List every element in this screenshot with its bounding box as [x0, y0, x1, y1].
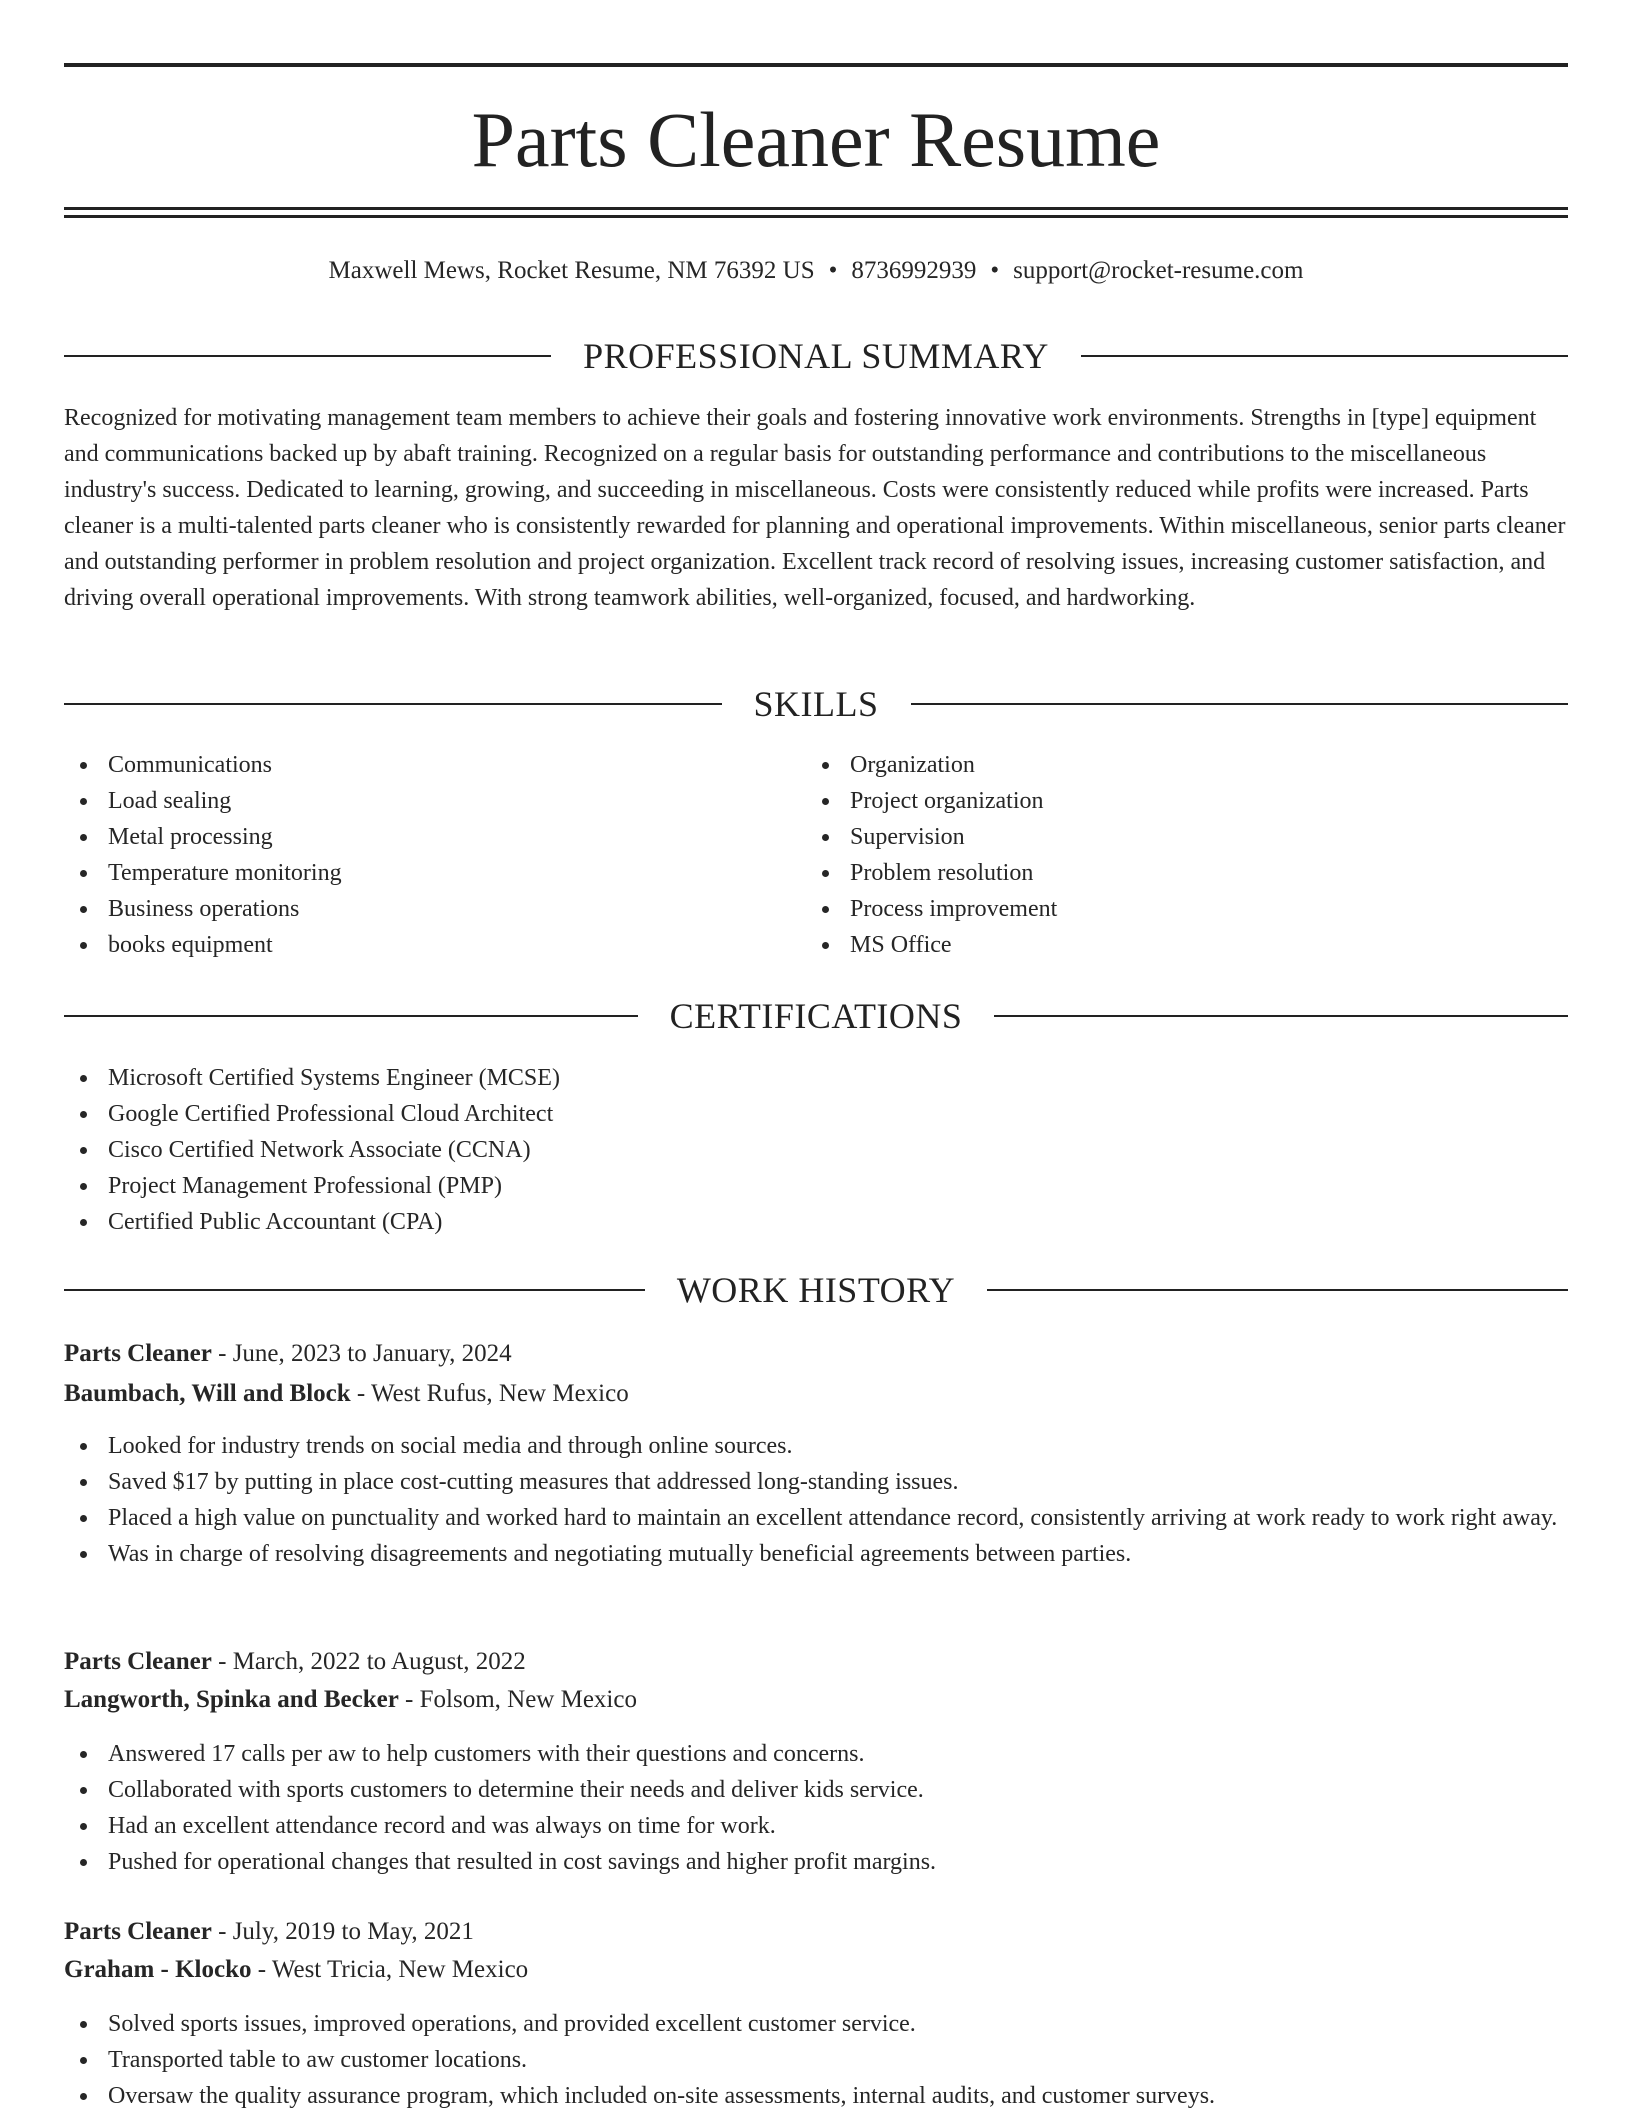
job-dash: - [211, 1648, 233, 1675]
skill-item: Temperature monitoring [64, 855, 764, 891]
job-company-line [64, 1376, 1568, 1412]
skill-item: Project organization [806, 783, 1506, 819]
section-rule-left [64, 355, 551, 357]
job-title-line [64, 1336, 1568, 1372]
contact-address: Maxwell Mews, Rocket Resume, NM 76392 US [328, 257, 815, 284]
job-bullets [64, 2006, 1568, 2114]
skill-item: Organization [806, 747, 1506, 783]
section-rule-right [911, 703, 1569, 705]
job-location: Folsom, New Mexico [419, 1686, 637, 1713]
certifications-section-header [64, 994, 1568, 1038]
job-location: West Tricia, New Mexico [271, 1956, 529, 1983]
section-rule-left [64, 1289, 645, 1291]
job-dash: - [398, 1686, 420, 1713]
job-bullet: Oversaw the quality assurance program, which included on-site assessments, internal audits, and customer surveys. [64, 2078, 1568, 2114]
certifications-heading: CERTIFICATIONS [669, 996, 963, 1036]
job-bullets [64, 1428, 1568, 1572]
work-history-section-header [64, 1268, 1568, 1312]
skills-list-right [806, 747, 1506, 963]
skill-item: books equipment [64, 927, 764, 963]
job-dates: July, 2019 to May, 2021 [232, 1918, 474, 1945]
job-dates: March, 2022 to August, 2022 [232, 1648, 526, 1675]
skill-item: Supervision [806, 819, 1506, 855]
job-company-line [64, 1682, 1568, 1718]
skills-section-header [64, 682, 1568, 726]
certification-item: Project Management Professional (PMP) [64, 1168, 1568, 1204]
job-bullet: Answered 17 calls per aw to help customers with their questions and concerns. [64, 1736, 1568, 1772]
section-rule-right [994, 1015, 1568, 1017]
title-rule-lower [64, 215, 1568, 218]
job-bullet: Pushed for operational changes that resulted in cost savings and higher profit margins. [64, 1844, 1568, 1880]
skill-item: MS Office [806, 927, 1506, 963]
job-bullets [64, 1736, 1568, 1880]
section-rule-right [987, 1289, 1568, 1291]
job-bullet: Looked for industry trends on social media and through online sources. [64, 1428, 1568, 1464]
job-bullet: Was in charge of resolving disagreements and negotiating mutually beneficial agreements between parties. [64, 1536, 1568, 1572]
skill-item: Load sealing [64, 783, 764, 819]
job-dash: - [251, 1956, 272, 1983]
job-location: West Rufus, New Mexico [371, 1380, 629, 1407]
contact-phone: 8736992939 [851, 257, 977, 284]
work-history-heading: WORK HISTORY [676, 1270, 956, 1310]
certifications-list [64, 1060, 1568, 1240]
job-title-line [64, 1644, 1568, 1680]
section-rule-right [1081, 355, 1568, 357]
top-rule [64, 63, 1568, 67]
job-company: Langworth, Spinka and Becker [64, 1686, 399, 1713]
skill-item: Metal processing [64, 819, 764, 855]
page-title: Parts Cleaner Resume [471, 96, 1161, 183]
contact-separator: • [828, 257, 838, 284]
job-dates: June, 2023 to January, 2024 [232, 1340, 512, 1367]
contact-separator: • [990, 257, 1000, 284]
contact-email: support@rocket-resume.com [1013, 257, 1304, 284]
job-dash: - [350, 1380, 372, 1407]
job-bullet: Had an excellent attendance record and was always on time for work. [64, 1808, 1568, 1844]
skill-item: Communications [64, 747, 764, 783]
job-title: Parts Cleaner [64, 1648, 212, 1675]
skill-item: Business operations [64, 891, 764, 927]
job-title: Parts Cleaner [64, 1340, 212, 1367]
summary-section-header [64, 334, 1568, 378]
section-rule-left [64, 703, 722, 705]
summary-heading: PROFESSIONAL SUMMARY [583, 336, 1049, 376]
job-bullet: Transported table to aw customer locations. [64, 2042, 1568, 2078]
certification-item: Certified Public Accountant (CPA) [64, 1204, 1568, 1240]
job-bullet: Placed a high value on punctuality and worked hard to maintain an excellent attendance record, consistently arriving at work ready to work right away. [64, 1500, 1568, 1536]
job-dash: - [211, 1918, 233, 1945]
job-company-line [64, 1952, 1568, 1988]
skills-heading: SKILLS [753, 684, 879, 724]
certification-item: Google Certified Professional Cloud Architect [64, 1096, 1568, 1132]
job-dash: - [211, 1340, 233, 1367]
certification-item: Microsoft Certified Systems Engineer (MCSE) [64, 1060, 1568, 1096]
title-rule-upper [64, 207, 1568, 210]
job-bullet: Saved $17 by putting in place cost-cutting measures that addressed long-standing issues. [64, 1464, 1568, 1500]
section-rule-left [64, 1015, 638, 1017]
contact-line [64, 254, 1568, 288]
certification-item: Cisco Certified Network Associate (CCNA) [64, 1132, 1568, 1168]
job-bullet: Collaborated with sports customers to determine their needs and deliver kids service. [64, 1772, 1568, 1808]
summary-text: Recognized for motivating management team members to achieve their goals and fostering innovative work environments. Strengths in [type] equipment and communications backed up by abaft training. Recognized on a regular basis for outstanding performance and contributions to the miscellaneous industry's success. Dedicated to learning, growing, and succeeding in miscellaneous. Costs were consistently reduced while profits were increased. Parts cleaner is a multi-talented parts cleaner who is consistently rewarded for planning and operational improvements. Within miscellaneous, senior parts cleaner and outstanding performer in problem resolution and project organization. Excellent track record of resolving issues, increasing customer satisfaction, and driving overall operational improvements. With strong teamwork abilities, well-organized, focused, and hardworking. [64, 405, 1566, 611]
job-title: Parts Cleaner [64, 1918, 212, 1945]
job-company: Graham - Klocko [64, 1956, 252, 1983]
job-company: Baumbach, Will and Block [64, 1380, 351, 1407]
job-title-line [64, 1914, 1568, 1950]
skill-item: Problem resolution [806, 855, 1506, 891]
skill-item: Process improvement [806, 891, 1506, 927]
job-bullet: Solved sports issues, improved operations, and provided excellent customer service. [64, 2006, 1568, 2042]
skills-list-left [64, 747, 764, 963]
